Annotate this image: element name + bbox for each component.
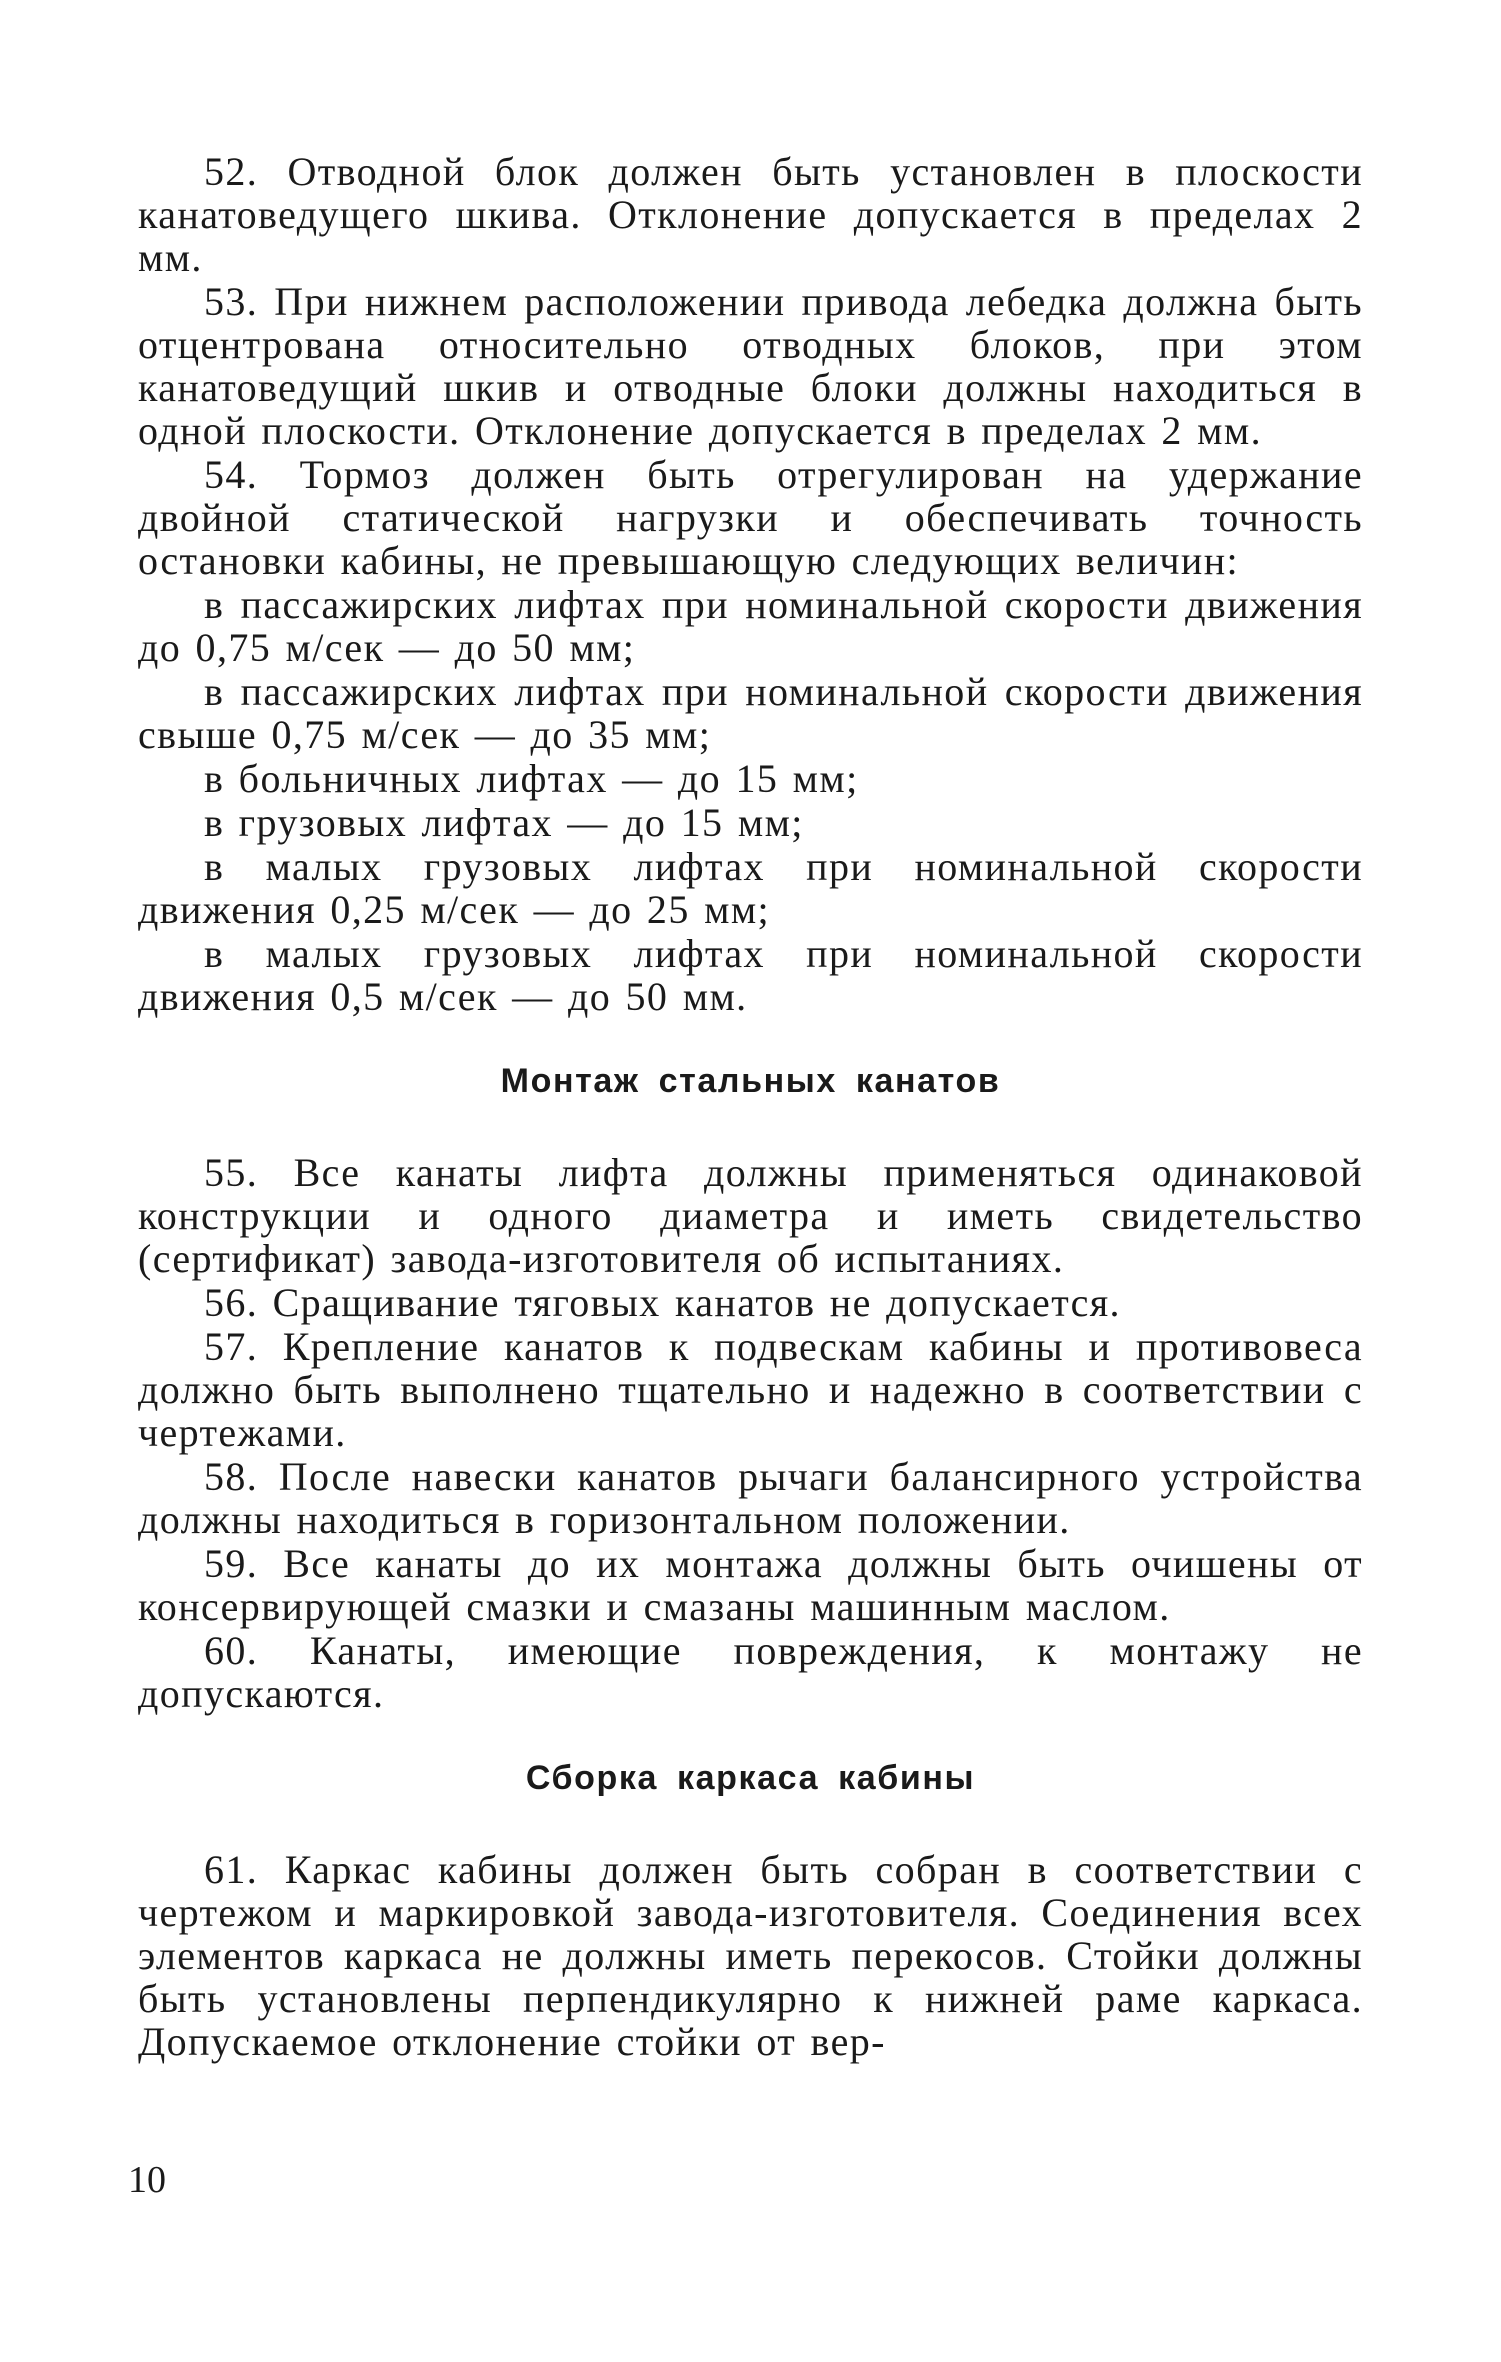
list-item-freight-lifts: в грузовых лифтах — до 15 мм; (204, 800, 804, 845)
paragraph-56: 56. Сращивание тяговых канатов не допускается. (204, 1280, 1121, 1325)
paragraph-59: 59. Все канаты до их монтажа должны быть очишены от консервирующей смазки и смазаны машинным маслом. (138, 1541, 1363, 1629)
paragraph-54: 54. Тормоз должен быть отрегулирован на удержание двойной статической нагрузки и обеспечивать точность остановки кабины, не превышающую следующих величин: (138, 452, 1363, 583)
list-item-small-freight-lifts-025: в малых грузовых лифтах при номинальной скорости движения 0,25 м/сек — до 25 мм; (138, 844, 1363, 932)
list-item-small-freight-lifts-05: в малых грузовых лифтах при номинальной скорости движения 0,5 м/сек — до 50 мм. (138, 931, 1363, 1019)
list-item-passenger-lifts-high-speed: в пассажирских лифтах при номинальной скорости движения свыше 0,75 м/сек — до 35 мм; (138, 669, 1363, 757)
paragraph-60: 60. Канаты, имеющие повреждения, к монтажу не допускаются. (138, 1628, 1363, 1716)
section-heading-cabin-frame: Сборка каркаса кабины (525, 1759, 976, 1797)
paragraph-52: 52. Отводной блок должен быть установлен в плоскости канатоведущего шкива. Отклонение допускается в пределах 2 мм. (138, 149, 1363, 280)
page-number: 10 (128, 2159, 166, 2201)
section-heading-steel-ropes: Монтаж стальных канатов (500, 1062, 1001, 1100)
paragraph-55: 55. Все канаты лифта должны применяться одинаковой конструкции и одного диаметра и иметь свидетельство (сертификат) завода-изготовителя об испытаниях. (138, 1150, 1363, 1281)
document-page (138, 150, 1363, 2064)
list-item-hospital-lifts: в больничных лифтах — до 15 мм; (204, 756, 859, 801)
paragraph-53: 53. При нижнем расположении привода лебедка должна быть отцентрована относительно отводных блоков, при этом канатоведущий шкив и отводные блоки должны находиться в одной плоскости. Отклонение допускается в пределах 2 мм. (138, 279, 1363, 453)
paragraph-58: 58. После навески канатов рычаги балансирного устройства должны находиться в горизонтальном положении. (138, 1454, 1363, 1542)
paragraph-57: 57. Крепление канатов к подвескам кабины и противовеса должно быть выполнено тщательно и надежно в соответствии с чертежами. (138, 1324, 1363, 1455)
paragraph-61: 61. Каркас кабины должен быть собран в соответствии с чертежом и маркировкой завода-изготовителя. Соединения всех элементов каркаса не должны иметь перекосов. Стойки должны быть установлены перпендикулярно к нижней раме каркаса. Допускаемое отклонение стойки от вер- (138, 1847, 1363, 2064)
list-item-passenger-lifts-low-speed: в пассажирских лифтах при номинальной скорости движения до 0,75 м/сек — до 50 мм; (138, 582, 1363, 670)
